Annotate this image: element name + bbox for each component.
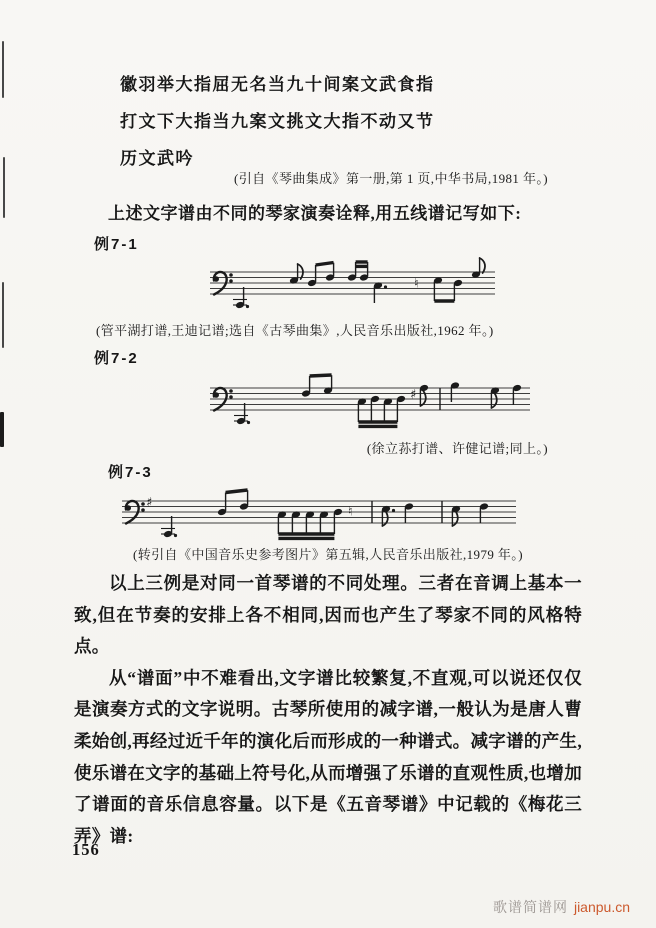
example-label-7-2: 例7-2: [94, 350, 139, 367]
wenzipu-line: 历文武吟: [120, 149, 194, 168]
example-citation-7-1: (管平湖打谱,王迪记谱;选自《古琴曲集》,人民音乐出版社,1962 年。): [96, 323, 494, 338]
body-text: [74, 568, 582, 852]
wenzipu-line: 徽羽举大指屈无名当九十间案文武食指: [120, 75, 435, 94]
staff-svg: [122, 487, 516, 543]
svg-text:♯: ♯: [146, 495, 153, 511]
example-citation-7-2: (徐立荪打谱、许健记谱;同上。): [366, 441, 548, 456]
scan-binding-mark: [2, 282, 4, 348]
example-label-7-1: 例7-1: [94, 236, 139, 253]
watermark-site-url: jianpu.cn: [573, 899, 630, 915]
example-label-7-3: 例7-3: [108, 464, 153, 481]
svg-text:♮: ♮: [414, 276, 419, 292]
quote-citation: (引自《琴曲集成》第一册,第 1 页,中华书局,1981 年。): [234, 171, 548, 186]
staff-notation-example-7-3: [122, 487, 516, 543]
watermark: [493, 897, 630, 917]
staff-svg: [210, 372, 530, 434]
scan-binding-mark: [3, 157, 5, 218]
paragraph: 以上三例是对同一首琴谱的不同处理。三者在音调上基本一致,但在节奏的安排上各不相同,因而也产生了琴家不同的风格特点。: [74, 573, 582, 657]
page-number: 156: [72, 840, 100, 859]
wenzipu-quote-block: [120, 66, 435, 177]
scan-binding-mark: [0, 412, 4, 447]
scan-binding-mark: [2, 41, 4, 98]
svg-text:♯: ♯: [410, 387, 417, 403]
example-citation-7-3: (转引自《中国音乐史参考图片》第五辑,人民音乐出版社,1979 年。): [133, 547, 523, 562]
svg-text:♮: ♮: [348, 504, 353, 520]
wenzipu-line: 打文下大指当九案文挑文大指不动又节: [120, 112, 435, 131]
staff-notation-example-7-1: [210, 256, 495, 314]
staff-svg: [210, 256, 495, 314]
staff-notation-example-7-2: [210, 372, 530, 434]
paragraph: 从“谱面”中不难看出,文字谱比较繁复,不直观,可以说还仅仅是演奏方式的文字说明。古琴所使用的减字谱,一般认为是唐人曹柔始创,再经过近千年的演化后而形成的一种谱式。减字谱的产生,使乐谱在文字的基础上符号化,从而增强了乐谱的直观性质,也增加了谱面的音乐信息容量。以下是《五音琴谱》中记载的《梅花三弄》谱:: [74, 667, 582, 846]
watermark-site-name: 歌谱简谱网: [492, 899, 568, 915]
intro-paragraph: 上述文字谱由不同的琴家演奏诠释,用五线谱记写如下:: [108, 204, 522, 223]
